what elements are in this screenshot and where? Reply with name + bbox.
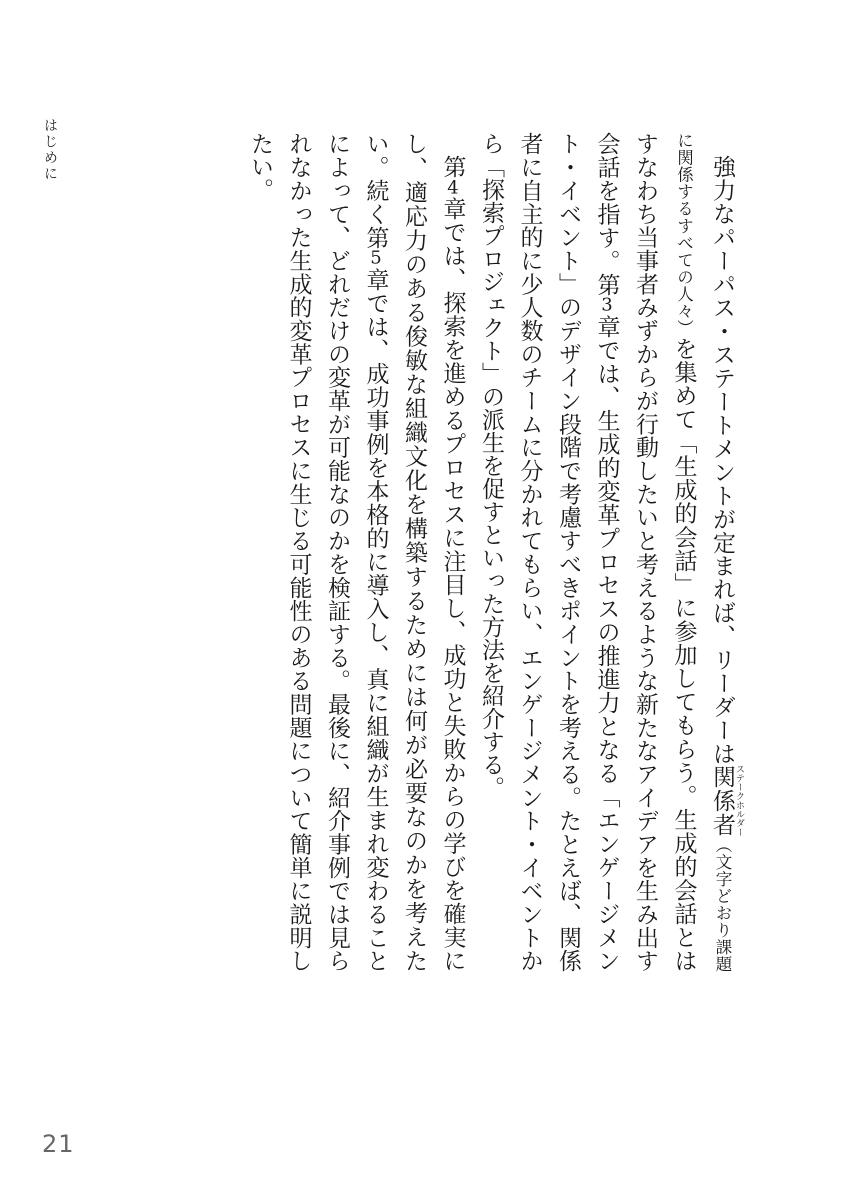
p2-text-3: 章では、成功事例を本格的に導入し、真に組織が生まれ変わることによって、どれだけの変革が可能なのかを検証する。最後に、紹介事例では見られなかった生成的変革プロセスに生じる可能性のある問題について簡単に説明したい。 — [247, 132, 389, 973]
paragraph-2 — [241, 132, 472, 972]
body-text — [247, 132, 744, 973]
p1-text-3: 章では、生成的変革プロセスの推進力となる「エンゲージメント・イベント」のデザイン段階で考慮すべきポイントを考える。たとえば、関係者に自主的に少人数のチームに分かれてもらい、エンゲージメント・イベントから「探索プロジェクト」の派生を促すといった方法を紹介する。 — [478, 132, 620, 973]
p1-text-1: 強力なパーパス・ステートメントが定まれば、リーダーは — [709, 155, 735, 766]
running-head: はじめに — [42, 118, 58, 182]
stakeholder-ruby — [709, 764, 744, 837]
page-number: 21 — [42, 1130, 75, 1158]
ruby-base: 関係者 — [709, 764, 735, 837]
chapter-number-5: 5 — [370, 249, 382, 268]
chapter-number-4: 4 — [447, 178, 459, 197]
p1-parenthetical: （文字どおり課題に関係するすべての人々） — [674, 132, 732, 973]
paragraph-1 — [472, 132, 745, 972]
p1-text-2: を集めて「生成的会話」に参加してもらう。生成的会話とはすなわち当事者みずからが行動したいと考えるような新たなアイデアを生み出す会話を指す。第 — [593, 132, 697, 973]
p2-text-1: 第 — [439, 155, 466, 179]
chapter-number-3: 3 — [601, 296, 613, 315]
ruby-reading: ステークホルダー — [734, 764, 744, 837]
p2-text-2: 章では、探索を進めるプロセスに注目し、成功と失敗からの学びを確実にし、適応力のある俊敏な組織文化を構築するためには何が必要なのかを考えたい。続く第 — [362, 132, 466, 973]
